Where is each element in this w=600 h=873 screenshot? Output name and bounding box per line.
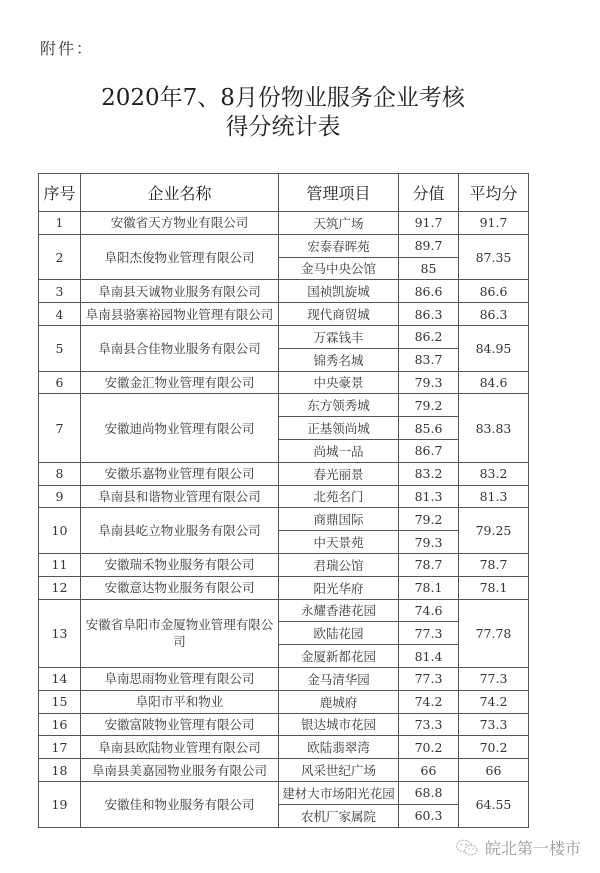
table-row (39, 325, 529, 348)
average-score: 79.25 (459, 508, 529, 554)
project-name: 风采世纪广场 (279, 759, 399, 782)
company-name: 安徽省天方物业有限公司 (81, 212, 279, 235)
attachment-label: 附件： (40, 39, 95, 58)
project-name: 阳光华府 (279, 576, 399, 599)
average-score: 87.35 (459, 234, 529, 280)
average-score: 81.3 (459, 485, 529, 508)
table-row (39, 508, 529, 531)
company-name: 安徽佳和物业服务有限公司 (81, 781, 279, 827)
table-header-row (39, 174, 529, 212)
project-name: 东方领秀城 (279, 394, 399, 417)
table-row (39, 690, 529, 713)
project-score: 78.7 (399, 553, 459, 576)
row-number: 1 (39, 212, 81, 235)
company-name: 阜阳市平和物业 (81, 690, 279, 713)
average-score: 66 (459, 759, 529, 782)
average-score: 84.95 (459, 325, 529, 371)
watermark-text: 皖北第一楼市 (485, 839, 582, 858)
row-number: 7 (39, 394, 81, 462)
company-name: 阜南县美嘉园物业服务有限公司 (81, 759, 279, 782)
average-score: 83.83 (459, 394, 529, 462)
column-header-average: 平均分 (459, 174, 529, 212)
wechat-icon (455, 839, 479, 857)
project-score: 86.7 (399, 439, 459, 462)
table-body (39, 212, 529, 828)
project-score: 77.3 (399, 667, 459, 690)
project-score: 79.3 (399, 371, 459, 394)
row-number: 17 (39, 736, 81, 759)
project-score: 77.3 (399, 622, 459, 645)
document-title: 2020年7、8月份物业服务企业考核 (101, 85, 465, 111)
row-number: 16 (39, 713, 81, 736)
table-row (39, 599, 529, 622)
average-score: 86.3 (459, 303, 529, 326)
project-score: 73.3 (399, 713, 459, 736)
project-name: 欧陆翡翠湾 (279, 736, 399, 759)
company-name: 阜南县合佳物业服务有限公司 (81, 325, 279, 371)
table-row (39, 667, 529, 690)
table-row (39, 553, 529, 576)
company-name: 安徽省阜阳市金厦物业管理有限公司 (81, 599, 279, 667)
average-score: 77.78 (459, 599, 529, 667)
table-row (39, 781, 529, 804)
project-score: 85.6 (399, 417, 459, 440)
project-name: 金厦新都花园 (279, 645, 399, 668)
average-score: 91.7 (459, 212, 529, 235)
table-row (39, 485, 529, 508)
table-row (39, 212, 529, 235)
document-subtitle: 得分统计表 (225, 114, 341, 140)
table-row (39, 303, 529, 326)
average-score: 70.2 (459, 736, 529, 759)
project-name: 万霖钱丰 (279, 325, 399, 348)
company-name: 阜南县屹立物业服务有限公司 (81, 508, 279, 554)
project-score: 79.3 (399, 531, 459, 554)
project-score: 86.2 (399, 325, 459, 348)
project-name: 中央豪景 (279, 371, 399, 394)
project-score: 79.2 (399, 508, 459, 531)
company-name: 安徽意达物业服务有限公司 (81, 576, 279, 599)
project-name: 现代商贸城 (279, 303, 399, 326)
project-name: 欧陆花园 (279, 622, 399, 645)
row-number: 8 (39, 462, 81, 485)
row-number: 9 (39, 485, 81, 508)
row-number: 15 (39, 690, 81, 713)
project-score: 83.2 (399, 462, 459, 485)
project-score: 74.6 (399, 599, 459, 622)
project-name: 正基领尚城 (279, 417, 399, 440)
project-name: 北苑名门 (279, 485, 399, 508)
project-name: 春光丽景 (279, 462, 399, 485)
company-name: 安徽乐嘉物业管理有限公司 (81, 462, 279, 485)
company-name: 阜南县骆寨裕园物业管理有限公司 (81, 303, 279, 326)
project-score: 74.2 (399, 690, 459, 713)
project-score: 81.3 (399, 485, 459, 508)
column-header-company: 企业名称 (81, 174, 279, 212)
project-score: 86.6 (399, 280, 459, 303)
column-header-score: 分值 (399, 174, 459, 212)
company-name: 阜南思雨物业管理有限公司 (81, 667, 279, 690)
average-score: 86.6 (459, 280, 529, 303)
average-score: 74.2 (459, 690, 529, 713)
table-row (39, 713, 529, 736)
row-number: 13 (39, 599, 81, 667)
company-name: 安徽迪尚物业管理有限公司 (81, 394, 279, 462)
project-name: 银达城市花园 (279, 713, 399, 736)
average-score: 84.6 (459, 371, 529, 394)
project-name: 商鼎国际 (279, 508, 399, 531)
column-header-no: 序号 (39, 174, 81, 212)
average-score: 83.2 (459, 462, 529, 485)
company-name: 安徽瑞禾物业服务有限公司 (81, 553, 279, 576)
project-score: 66 (399, 759, 459, 782)
average-score: 77.3 (459, 667, 529, 690)
project-score: 81.4 (399, 645, 459, 668)
average-score: 78.7 (459, 553, 529, 576)
table-row (39, 234, 529, 257)
table-row (39, 371, 529, 394)
company-name: 阜阳杰俊物业管理有限公司 (81, 234, 279, 280)
row-number: 12 (39, 576, 81, 599)
watermark (455, 836, 581, 859)
row-number: 19 (39, 781, 81, 827)
table-row (39, 736, 529, 759)
project-score: 68.8 (399, 781, 459, 804)
company-name: 安徽金汇物业管理有限公司 (81, 371, 279, 394)
project-score: 83.7 (399, 348, 459, 371)
table-row (39, 394, 529, 417)
company-name: 阜南县天诚物业服务有限公司 (81, 280, 279, 303)
table-row (39, 462, 529, 485)
project-score: 86.3 (399, 303, 459, 326)
project-name: 鹿城府 (279, 690, 399, 713)
project-name: 金马中央公馆 (279, 257, 399, 280)
project-name: 永耀香港花园 (279, 599, 399, 622)
project-name: 金马清华园 (279, 667, 399, 690)
project-score: 60.3 (399, 804, 459, 827)
row-number: 14 (39, 667, 81, 690)
score-table (38, 173, 529, 828)
table-row (39, 280, 529, 303)
project-name: 国祯凯旋城 (279, 280, 399, 303)
column-header-project: 管理项目 (279, 174, 399, 212)
project-score: 70.2 (399, 736, 459, 759)
project-name: 尚城一品 (279, 439, 399, 462)
project-name: 锦秀名城 (279, 348, 399, 371)
average-score: 78.1 (459, 576, 529, 599)
average-score: 73.3 (459, 713, 529, 736)
table-row (39, 576, 529, 599)
row-number: 11 (39, 553, 81, 576)
table-row (39, 759, 529, 782)
project-name: 农机厂家属院 (279, 804, 399, 827)
project-name: 建材大市场阳光花园 (279, 781, 399, 804)
row-number: 2 (39, 234, 81, 280)
project-score: 89.7 (399, 234, 459, 257)
row-number: 6 (39, 371, 81, 394)
average-score: 64.55 (459, 781, 529, 827)
company-name: 安徽富陂物业管理有限公司 (81, 713, 279, 736)
project-name: 宏泰春晖苑 (279, 234, 399, 257)
company-name: 阜南县欧陆物业管理有限公司 (81, 736, 279, 759)
company-name: 阜南县和谐物业管理有限公司 (81, 485, 279, 508)
project-name: 君瑞公馆 (279, 553, 399, 576)
row-number: 5 (39, 325, 81, 371)
project-name: 中天景苑 (279, 531, 399, 554)
row-number: 3 (39, 280, 81, 303)
row-number: 10 (39, 508, 81, 554)
project-score: 85 (399, 257, 459, 280)
project-score: 79.2 (399, 394, 459, 417)
row-number: 18 (39, 759, 81, 782)
row-number: 4 (39, 303, 81, 326)
project-name: 天筑广场 (279, 212, 399, 235)
project-score: 91.7 (399, 212, 459, 235)
project-score: 78.1 (399, 576, 459, 599)
